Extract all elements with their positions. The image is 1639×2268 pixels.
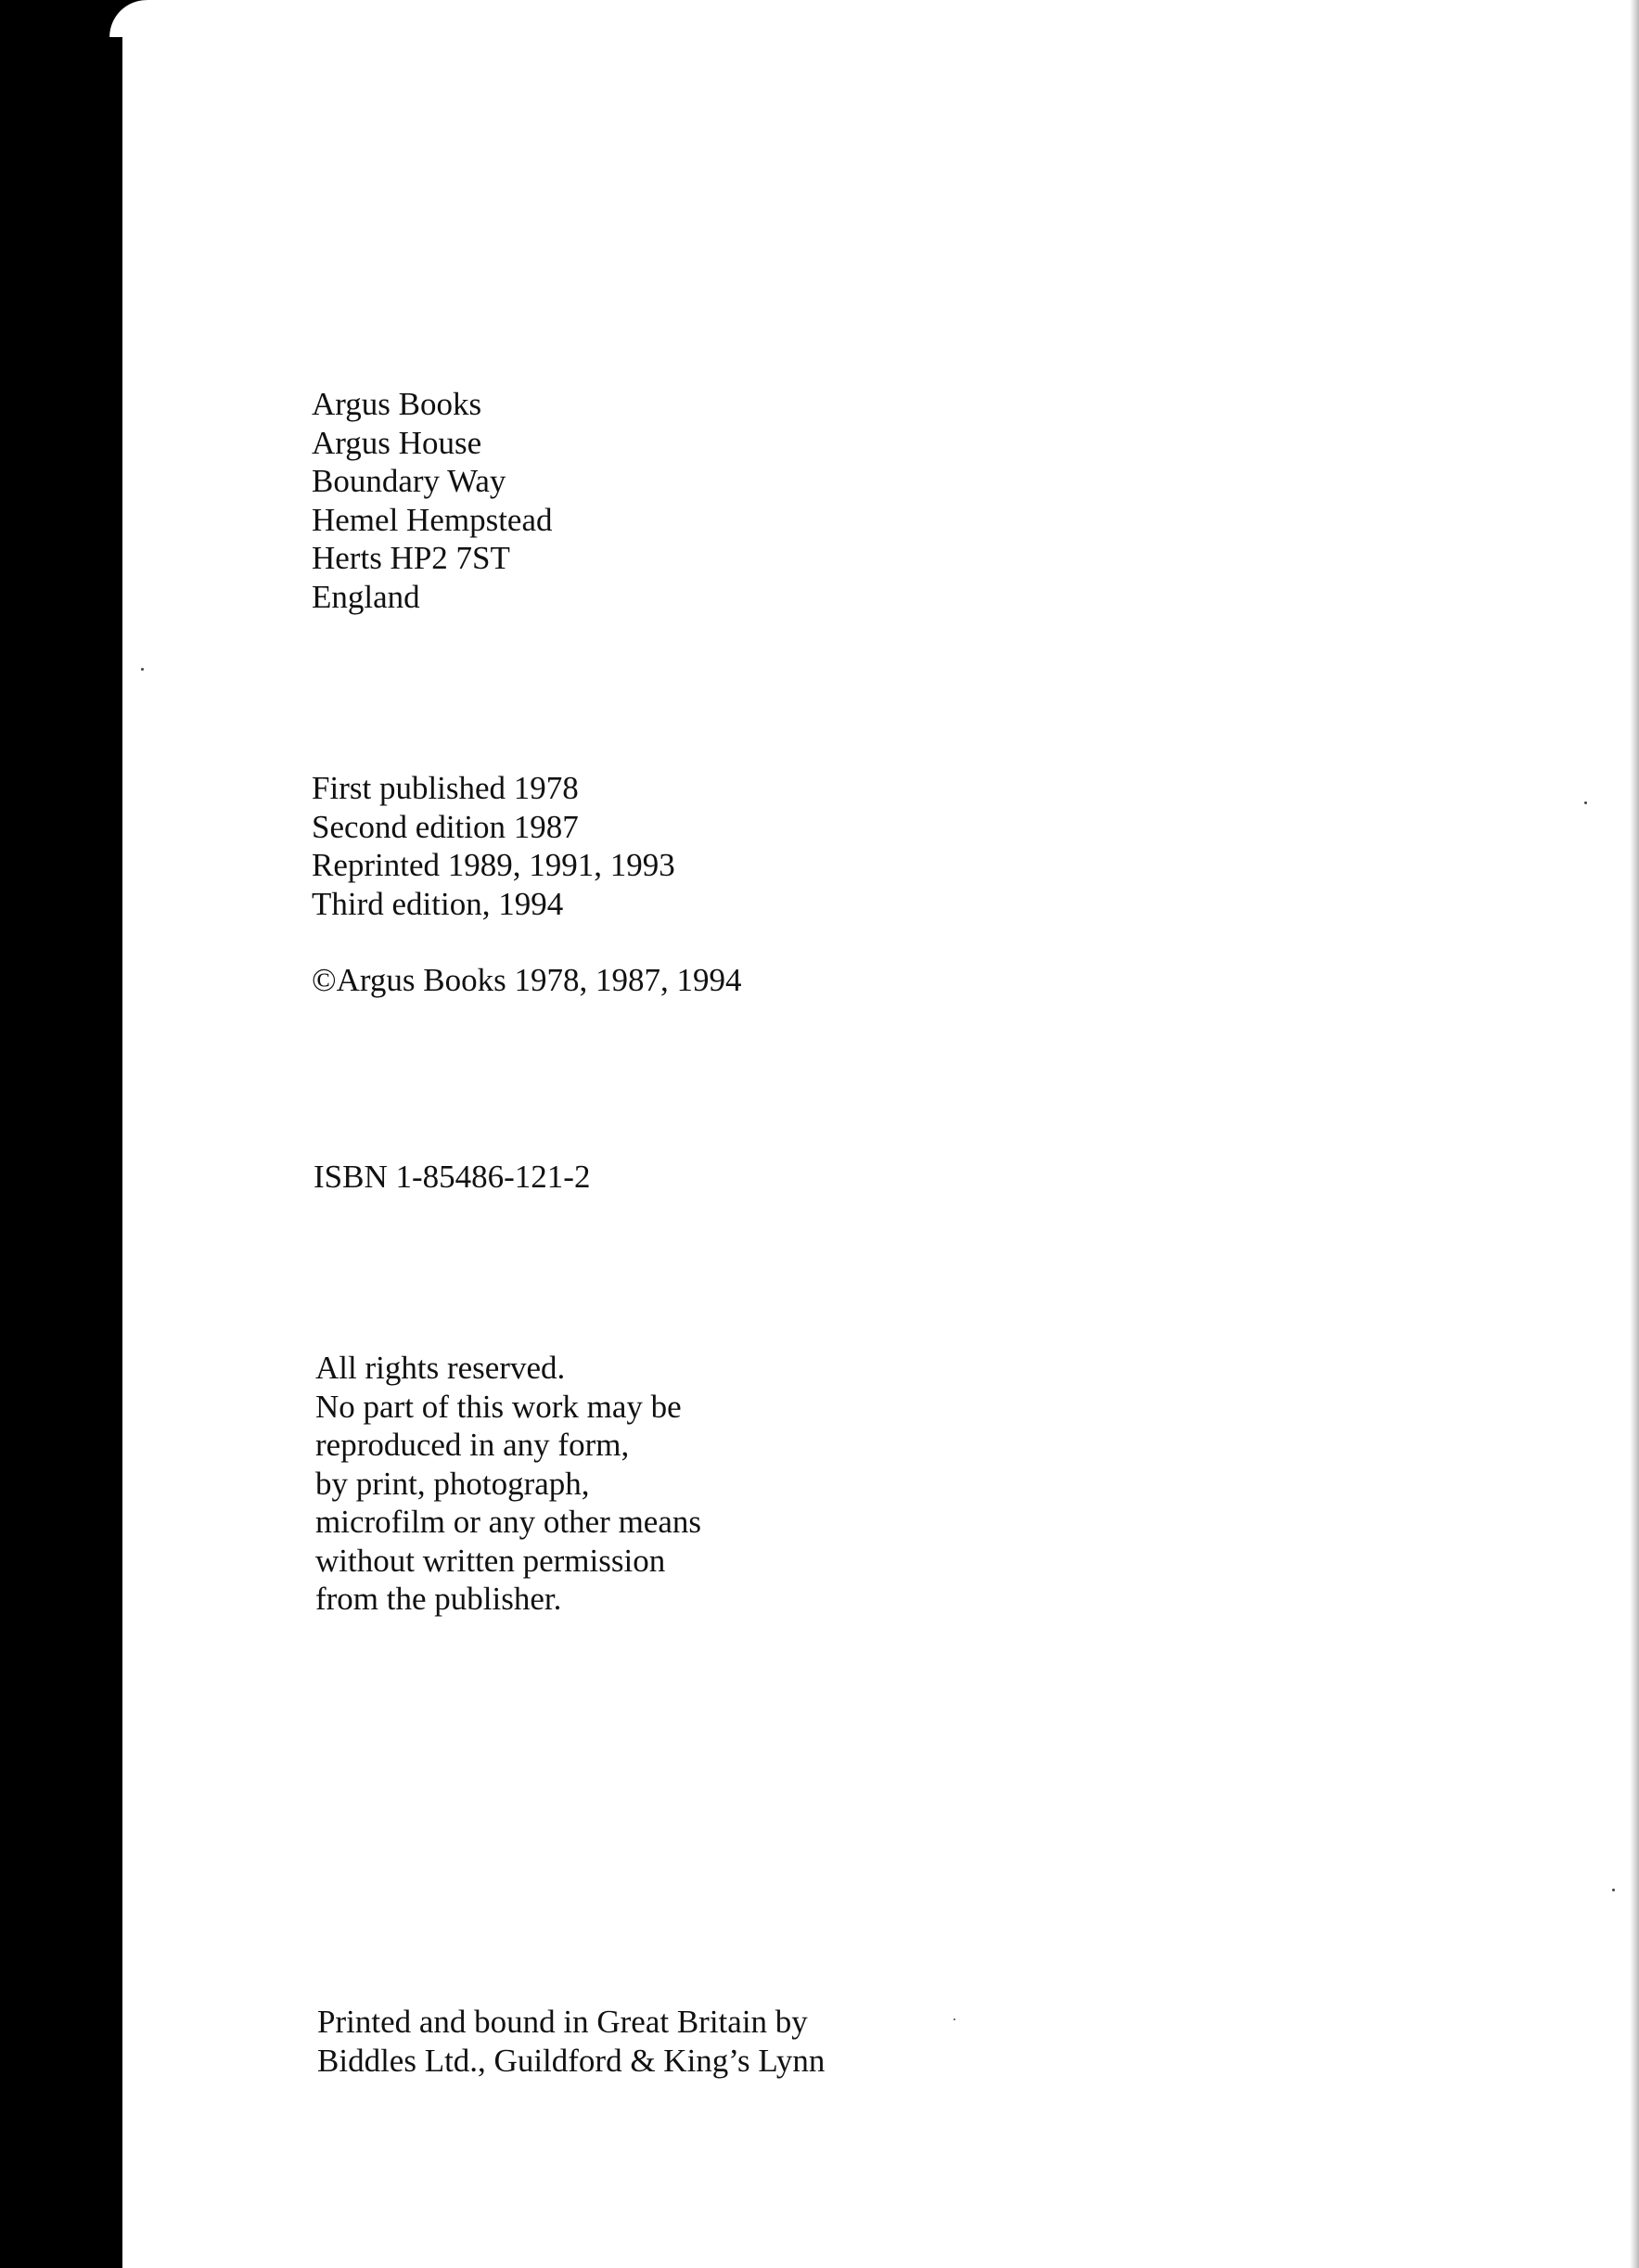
printer-line: Biddles Ltd., Guildford & King’s Lynn xyxy=(317,2042,826,2079)
rights-line: by print, photograph, xyxy=(315,1465,590,1502)
rights-line: microfilm or any other means xyxy=(315,1504,701,1540)
history-line: Reprinted 1989, 1991, 1993 xyxy=(312,847,675,883)
page-corner xyxy=(109,0,147,37)
rights-line: No part of this work may be xyxy=(315,1388,682,1425)
binding-shadow xyxy=(0,0,122,2268)
scan-speck xyxy=(1584,801,1587,804)
scan-speck xyxy=(1612,1889,1615,1891)
publication-history xyxy=(312,769,675,923)
scan-speck xyxy=(141,668,144,671)
history-line: Second edition 1987 xyxy=(312,808,579,845)
rights-line: All rights reserved. xyxy=(315,1350,566,1386)
scan-speck xyxy=(954,2018,955,2020)
rights-line: from the publisher. xyxy=(315,1581,562,1617)
printer-credit xyxy=(317,2003,825,2080)
address-line: Hemel Hempstead xyxy=(312,501,553,538)
isbn: ISBN 1-85486-121-2 xyxy=(314,1159,591,1195)
address-line: Herts HP2 7ST xyxy=(312,540,510,576)
address-line: Argus Books xyxy=(312,386,482,422)
rights-notice xyxy=(315,1349,701,1619)
history-line: Third edition, 1994 xyxy=(312,885,564,922)
history-line: First published 1978 xyxy=(312,770,579,806)
printer-line: Printed and bound in Great Britain by xyxy=(317,2004,808,2040)
rights-line: reproduced in any form, xyxy=(315,1427,630,1463)
page-surface xyxy=(122,0,1639,2268)
address-line: England xyxy=(312,578,420,615)
copyright-notice: ©Argus Books 1978, 1987, 1994 xyxy=(312,962,742,998)
address-line: Argus House xyxy=(312,424,482,461)
publisher-address xyxy=(312,385,553,616)
address-line: Boundary Way xyxy=(312,463,506,499)
page-right-edge xyxy=(1630,0,1639,2268)
rights-line: without written permission xyxy=(315,1542,666,1579)
